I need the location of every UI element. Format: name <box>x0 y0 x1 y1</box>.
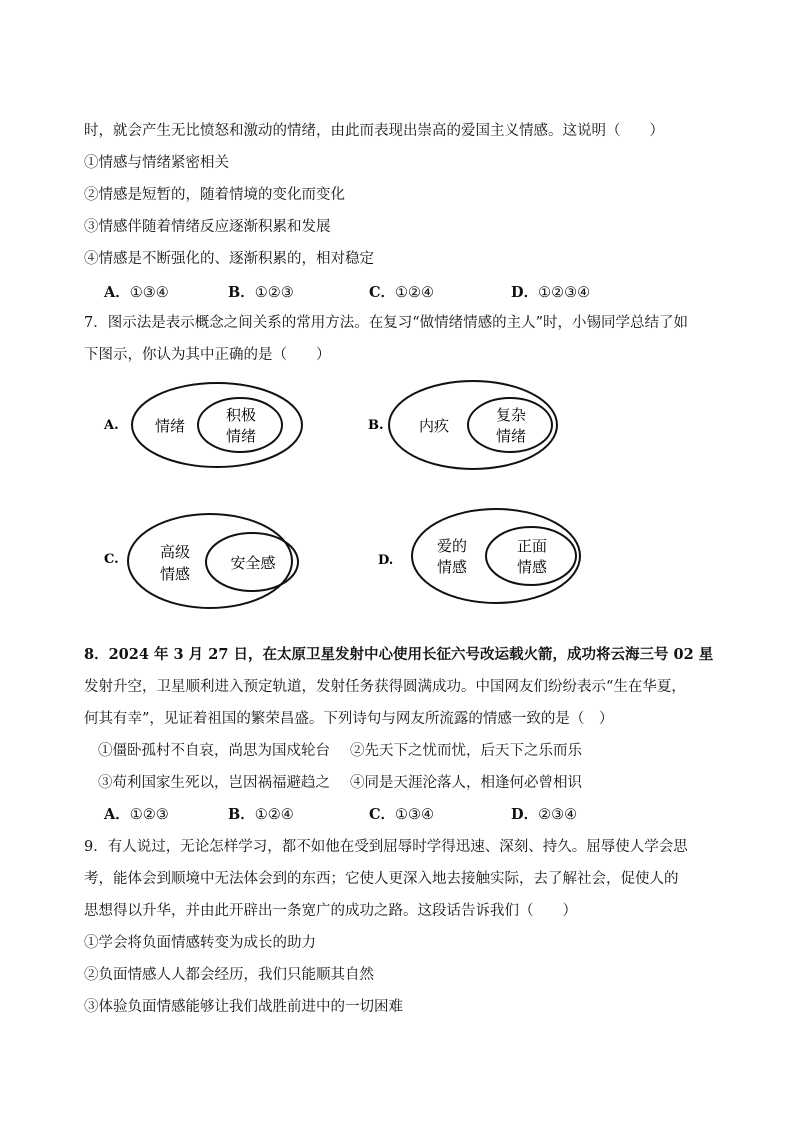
q6-item-1: ①情感与情绪紧密相关 <box>84 155 229 171</box>
option-label: D． <box>511 284 539 301</box>
q8-poems-row-1 <box>0 741 794 761</box>
diagram-a[interactable] <box>103 383 302 467</box>
q6-item-2: ②情感是短暂的，随着情境的变化而变化 <box>84 187 345 203</box>
diagram-b-outer-text: 内疚 <box>418 417 450 435</box>
diagram-c-label: C. <box>104 552 119 567</box>
diagram-d-outer-text-2: 情感 <box>436 558 468 576</box>
diagram-a-inner-text-2: 情绪 <box>225 427 257 445</box>
diagram-c-inner-text: 安全感 <box>230 554 276 572</box>
q8-option-c[interactable] <box>369 805 434 825</box>
diagram-d-inner-ellipse <box>486 527 576 585</box>
option-text: ①③④ <box>129 285 169 301</box>
option-label: B． <box>228 806 255 823</box>
option-label: A． <box>104 806 130 823</box>
q9-stem-line-1: 9．有人说过，无论怎样学习，都不如他在受到屈辱时学得迅速、深刻、持久。屈辱使人学会思 <box>84 839 688 855</box>
option-text: ②③④ <box>538 807 578 823</box>
q8-poems-row-2 <box>0 773 794 793</box>
option-label: C． <box>369 806 396 823</box>
option-label: D． <box>511 806 539 823</box>
diagram-c[interactable] <box>104 514 298 608</box>
option-text: ①③④ <box>395 807 435 823</box>
diagram-b[interactable] <box>368 381 557 469</box>
diagram-a-label: A. <box>104 418 119 433</box>
q7-stem-line-2: 下图示，你认为其中正确的是（ ） <box>84 347 331 363</box>
q6-stem: 时，就会产生无比愤怒和激动的情绪，由此而表现出崇高的爱国主义情感。这说明（ ） <box>84 123 664 139</box>
q8-poem-1: ①僵卧孤村不自哀，尚思为国戍轮台 <box>98 743 330 759</box>
diagram-a-outer-text: 情绪 <box>154 417 186 435</box>
option-label: C． <box>369 284 396 301</box>
diagram-d-inner-text-1: 正面 <box>516 537 548 555</box>
q8-poem-2: ②先天下之忧而忧，后天下之乐而乐 <box>350 743 582 759</box>
q8-stem-line-1: 8．2024 年 3 月 27 日，在太原卫星发射中心使用长征六号改运载火箭，成功将云海三号 02 星 <box>84 646 714 663</box>
q9-item-3: ③体验负面情感能够让我们战胜前进中的一切困难 <box>84 999 403 1015</box>
q8-options <box>0 805 794 825</box>
diagram-d-outer-ellipse <box>412 509 580 603</box>
diagram-d-label: D. <box>378 553 394 568</box>
diagram-d-inner-text-2: 情感 <box>516 558 548 576</box>
option-text: ①②③ <box>129 807 169 823</box>
diagram-b-inner-text-1: 复杂 <box>495 406 527 424</box>
option-text: ①②④ <box>395 285 435 301</box>
q8-option-a[interactable] <box>104 805 169 825</box>
diagram-d[interactable] <box>378 509 580 603</box>
q9-stem-line-2: 考，能体会到顺境中无法体会到的东西；它使人更深入地去接触实际，去了解社会，促使人的 <box>84 871 679 887</box>
diagram-a-inner-text-1: 积极 <box>225 406 257 424</box>
option-text: ①②③④ <box>538 285 591 301</box>
option-label: B． <box>228 284 255 301</box>
diagram-b-label: B. <box>368 418 384 433</box>
q6-item-4: ④情感是不断强化的、逐渐积累的，相对稳定 <box>84 251 374 267</box>
q9-item-2: ②负面情感人人都会经历，我们只能顺其自然 <box>84 967 374 983</box>
option-text: ①②③ <box>254 285 294 301</box>
q9-item-1: ①学会将负面情感转变为成长的助力 <box>84 935 316 951</box>
q8-poem-3: ③苟利国家生死以，岂因祸福避趋之 <box>98 775 330 791</box>
q9-stem-line-3: 思想得以升华，并由此开辟出一条宽广的成功之路。这段话告诉我们（ ） <box>84 903 577 919</box>
diagram-b-inner-text-2: 情绪 <box>495 427 527 445</box>
q8-stem-line-3: 何其有幸”，见证着祖国的繁荣昌盛。下列诗句与网友所流露的情感一致的是（ ） <box>84 711 614 727</box>
q8-option-d[interactable] <box>511 805 577 825</box>
diagram-b-outer-ellipse <box>389 381 557 469</box>
option-text: ①②④ <box>254 807 294 823</box>
q8-poem-4: ④同是天涯沦落人，相逢何必曾相识 <box>350 775 582 791</box>
diagram-d-outer-text-1: 爱的 <box>436 537 468 555</box>
option-label: A． <box>104 284 130 301</box>
q8-option-b[interactable] <box>228 805 294 825</box>
q6-item-3: ③情感伴随着情绪反应逐渐积累和发展 <box>84 219 331 235</box>
q7-stem-line-1: 7．图示法是表示概念之间关系的常用方法。在复习“做情绪情感的主人”时，小锡同学总结了如 <box>84 315 689 331</box>
diagram-c-outer-text-2: 情感 <box>159 565 191 583</box>
diagram-c-outer-text-1: 高级 <box>159 543 191 561</box>
q8-stem-line-2: 发射升空，卫星顺利进入预定轨道，发射任务获得圆满成功。中国网友们纷纷表示“生在华夏， <box>84 679 686 695</box>
